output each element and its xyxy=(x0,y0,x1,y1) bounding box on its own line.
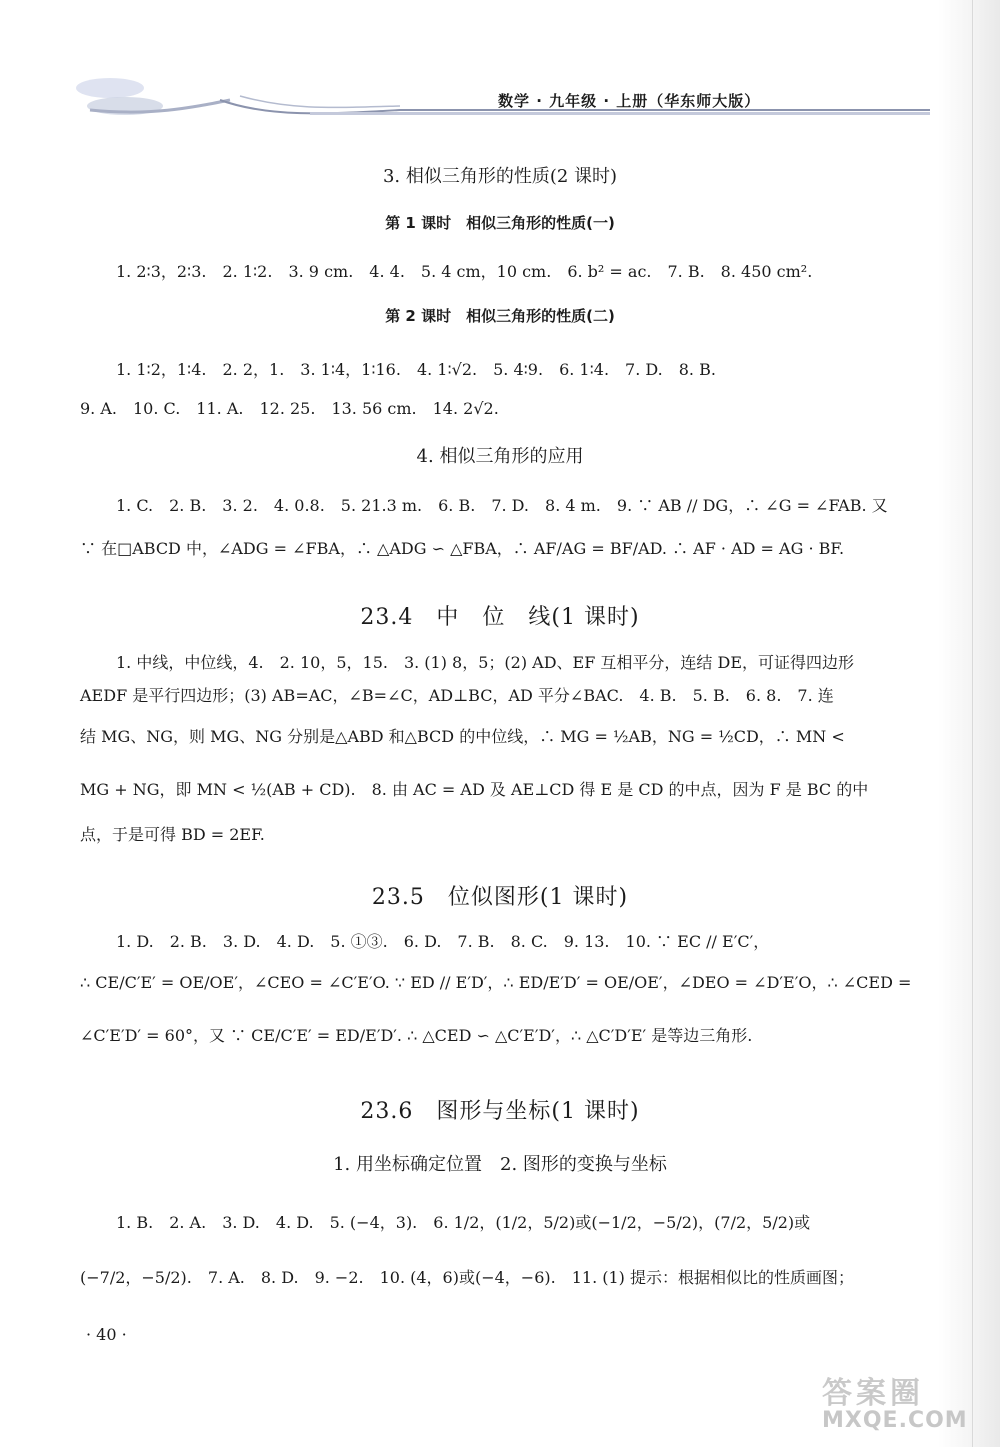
lesson2-answers-line-2: 9. A. 10. C. 11. A. 12. 25. 13. 56 cm. 14. 2√2. xyxy=(80,399,499,418)
sec234-answers-line-1: 1. 中线，中位线，4. 2. 10，5，15. 3. (1) 8，5；(2) AD、EF 互相平分，连结 DE，可证得四边形 xyxy=(116,653,855,672)
sec236-answers-line-2: (−7/2，−5/2). 7. A. 8. D. 9. −2. 10. (4，6)或(−4，−6). 11. (1) 提示：根据相似比的性质画图； xyxy=(80,1268,854,1287)
lesson-title-2: 第 2 课时 相似三角形的性质(二) xyxy=(385,307,615,325)
sub4-answers-line-2: ∵ 在□ABCD 中，∠ADG = ∠FBA，∴ △ADG ∽ △FBA，∴ AF/AG = BF/AD. ∴ AF · AD = AG · BF. xyxy=(80,539,845,558)
sec234-answers-line-2: AEDF 是平行四边形；(3) AB=AC，∠B=∠C，AD⊥BC，AD 平分∠BAC. 4. B. 5. B. 6. 8. 7. 连 xyxy=(80,686,834,705)
book-header-title: 数学 · 九年级 · 上册（华东师大版） xyxy=(498,92,761,110)
sub4-answers-line-1: 1. C. 2. B. 3. 2. 4. 0.8. 5. 21.3 m. 6. B. 7. D. 8. 4 m. 9. ∵ AB // DG，∴ ∠G = ∠FAB. 又 xyxy=(116,496,888,515)
lesson1-answers: 1. 2∶3，2∶3. 2. 1∶2. 3. 9 cm. 4. 4. 5. 4 cm，10 cm. 6. b² = ac. 7. B. 8. 450 cm². xyxy=(116,262,813,281)
lesson-title-1: 第 1 课时 相似三角形的性质(一) xyxy=(385,214,615,232)
watermark-site-text: MXQE.COM xyxy=(822,1408,968,1433)
section-title-23-5: 23.5 位似图形(1 课时) xyxy=(371,885,629,910)
section-title-23-6: 23.6 图形与坐标(1 课时) xyxy=(360,1099,640,1124)
sec234-answers-line-5: 点，于是可得 BD = 2EF. xyxy=(80,825,265,844)
site-watermark xyxy=(822,1368,972,1438)
sec236-subtitle: 1. 用坐标确定位置 2. 图形的变换与坐标 xyxy=(333,1154,667,1175)
sec234-answers-line-3: 结 MG、NG，则 MG、NG 分别是△ABD 和△BCD 的中位线，∴ MG = ½AB，NG = ½CD，∴ MN < xyxy=(80,727,845,746)
lesson2-answers-line-1: 1. 1∶2，1∶4. 2. 2，1. 3. 1∶4，1∶16. 4. 1∶√2. 5. 4∶9. 6. 1∶4. 7. D. 8. B. xyxy=(116,360,716,379)
sec234-answers-line-4: MG + NG，即 MN < ½(AB + CD). 8. 由 AC = AD 及 AE⊥CD 得 E 是 CD 的中点，因为 F 是 BC 的中 xyxy=(80,780,869,799)
sec235-answers-line-3: ∠C′E′D′ = 60°，又 ∵ CE/C′E′ = ED/E′D′. ∴ △CED ∽ △C′E′D′，∴ △C′D′E′ 是等边三角形. xyxy=(80,1026,753,1045)
sec235-answers-line-2: ∴ CE/C′E′ = OE/OE′，∠CEO = ∠C′E′O. ∵ ED // E′D′，∴ ED/E′D′ = OE/OE′，∠DEO = ∠D′E′O，∴ ∠CED = xyxy=(80,973,912,992)
sec235-answers-line-1: 1. D. 2. B. 3. D. 4. D. 5. ①③. 6. D. 7. B. 8. C. 9. 13. 10. ∵ EC // E′C′， xyxy=(116,932,770,951)
watermark-logo-text: 答案圈 xyxy=(822,1376,924,1411)
sec236-answers-line-1: 1. B. 2. A. 3. D. 4. D. 5. (−4，3). 6. 1/2，(1/2，5/2)或(−1/2，−5/2)，(7/2，5/2)或 xyxy=(116,1213,811,1232)
subsection-title-3: 3. 相似三角形的性质(2 课时) xyxy=(382,166,618,187)
page-number: · 40 · xyxy=(86,1325,127,1344)
subsection-title-4: 4. 相似三角形的应用 xyxy=(416,446,584,467)
section-title-23-4: 23.4 中 位 线(1 课时) xyxy=(360,605,640,630)
